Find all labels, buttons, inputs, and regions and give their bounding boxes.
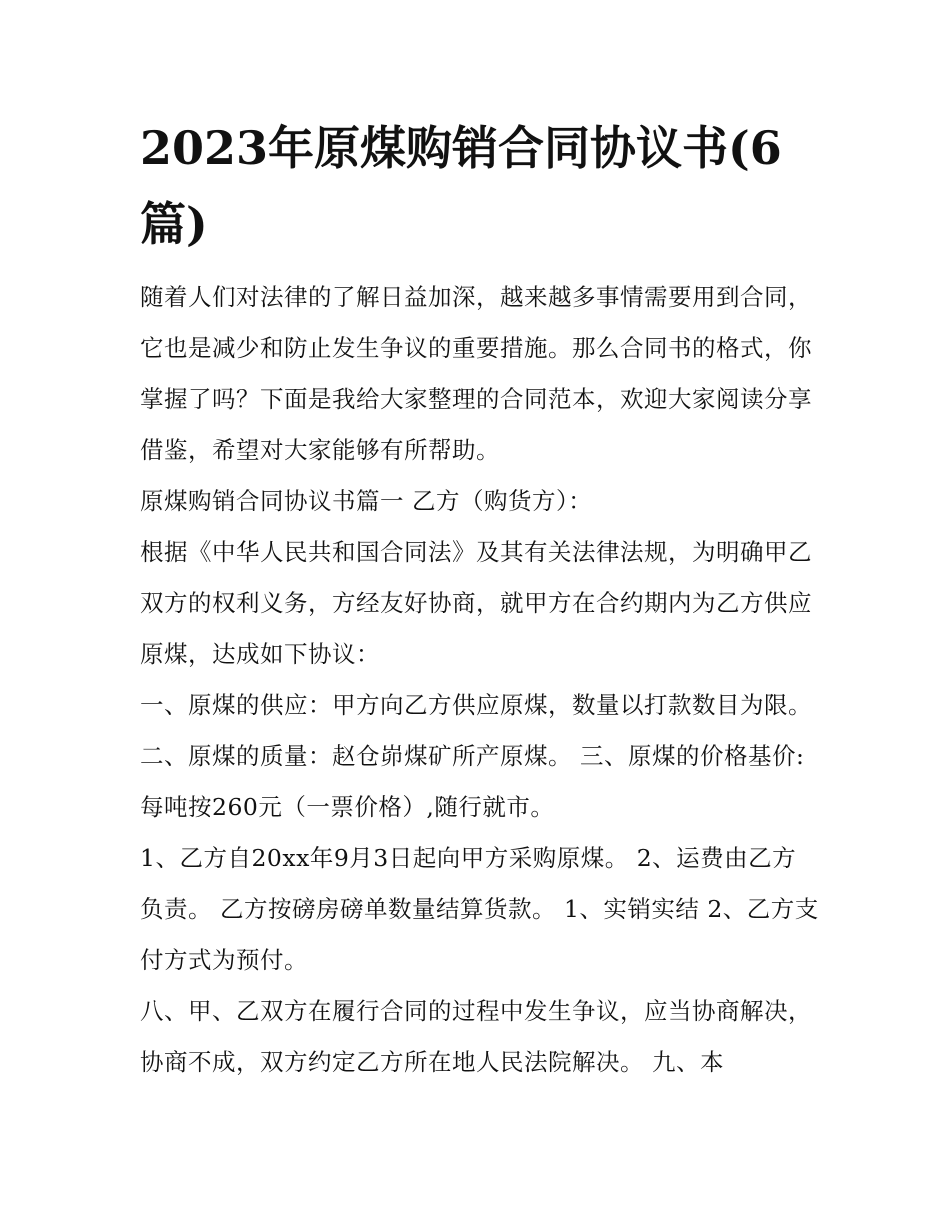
intro-paragraph: 随着人们对法律的了解日益加深，越来越多事情需要用到合同，它也是减少和防止发生争议的重要措施。那么合同书的格式，你掌握了吗？下面是我给大家整理的合同范本，欢迎大家阅读分享借鉴，希望对大家能够有所帮助。 <box>140 283 812 464</box>
basis-paragraph: 根据《中华人民共和国合同法》及其有关法律法规，为明确甲乙双方的权利义务，方经友好协商，就甲方在合约期内为乙方供应原煤，达成如下协议： <box>140 538 812 668</box>
clauses-paragraph: 一、原煤的供应：甲方向乙方供应原煤，数量以打款数目为限。 二、原煤的质量：赵仓峁煤矿所产原煤。 三、原煤的价格基价:每吨按260元（一票价格）,随行就市。 <box>140 691 812 821</box>
payment-paragraph: 1、乙方自20xx年9月3日起向甲方采购原煤。 2、运费由乙方负责。 乙方按磅房磅单数量结算货款。 1、实销实结 2、乙方支付方式为预付。 <box>140 844 819 974</box>
document-page <box>140 110 820 1088</box>
section-heading-paragraph: 原煤购销合同协议书篇一 乙方（购货方）： <box>140 487 593 515</box>
dispute-paragraph: 八、甲、乙双方在履行合同的过程中发生争议，应当协商解决，协商不成，双方约定乙方所在地人民法院解决。 九、本 <box>140 997 812 1076</box>
document-title: 2023年原煤购销合同协议书(6篇) <box>140 121 782 251</box>
